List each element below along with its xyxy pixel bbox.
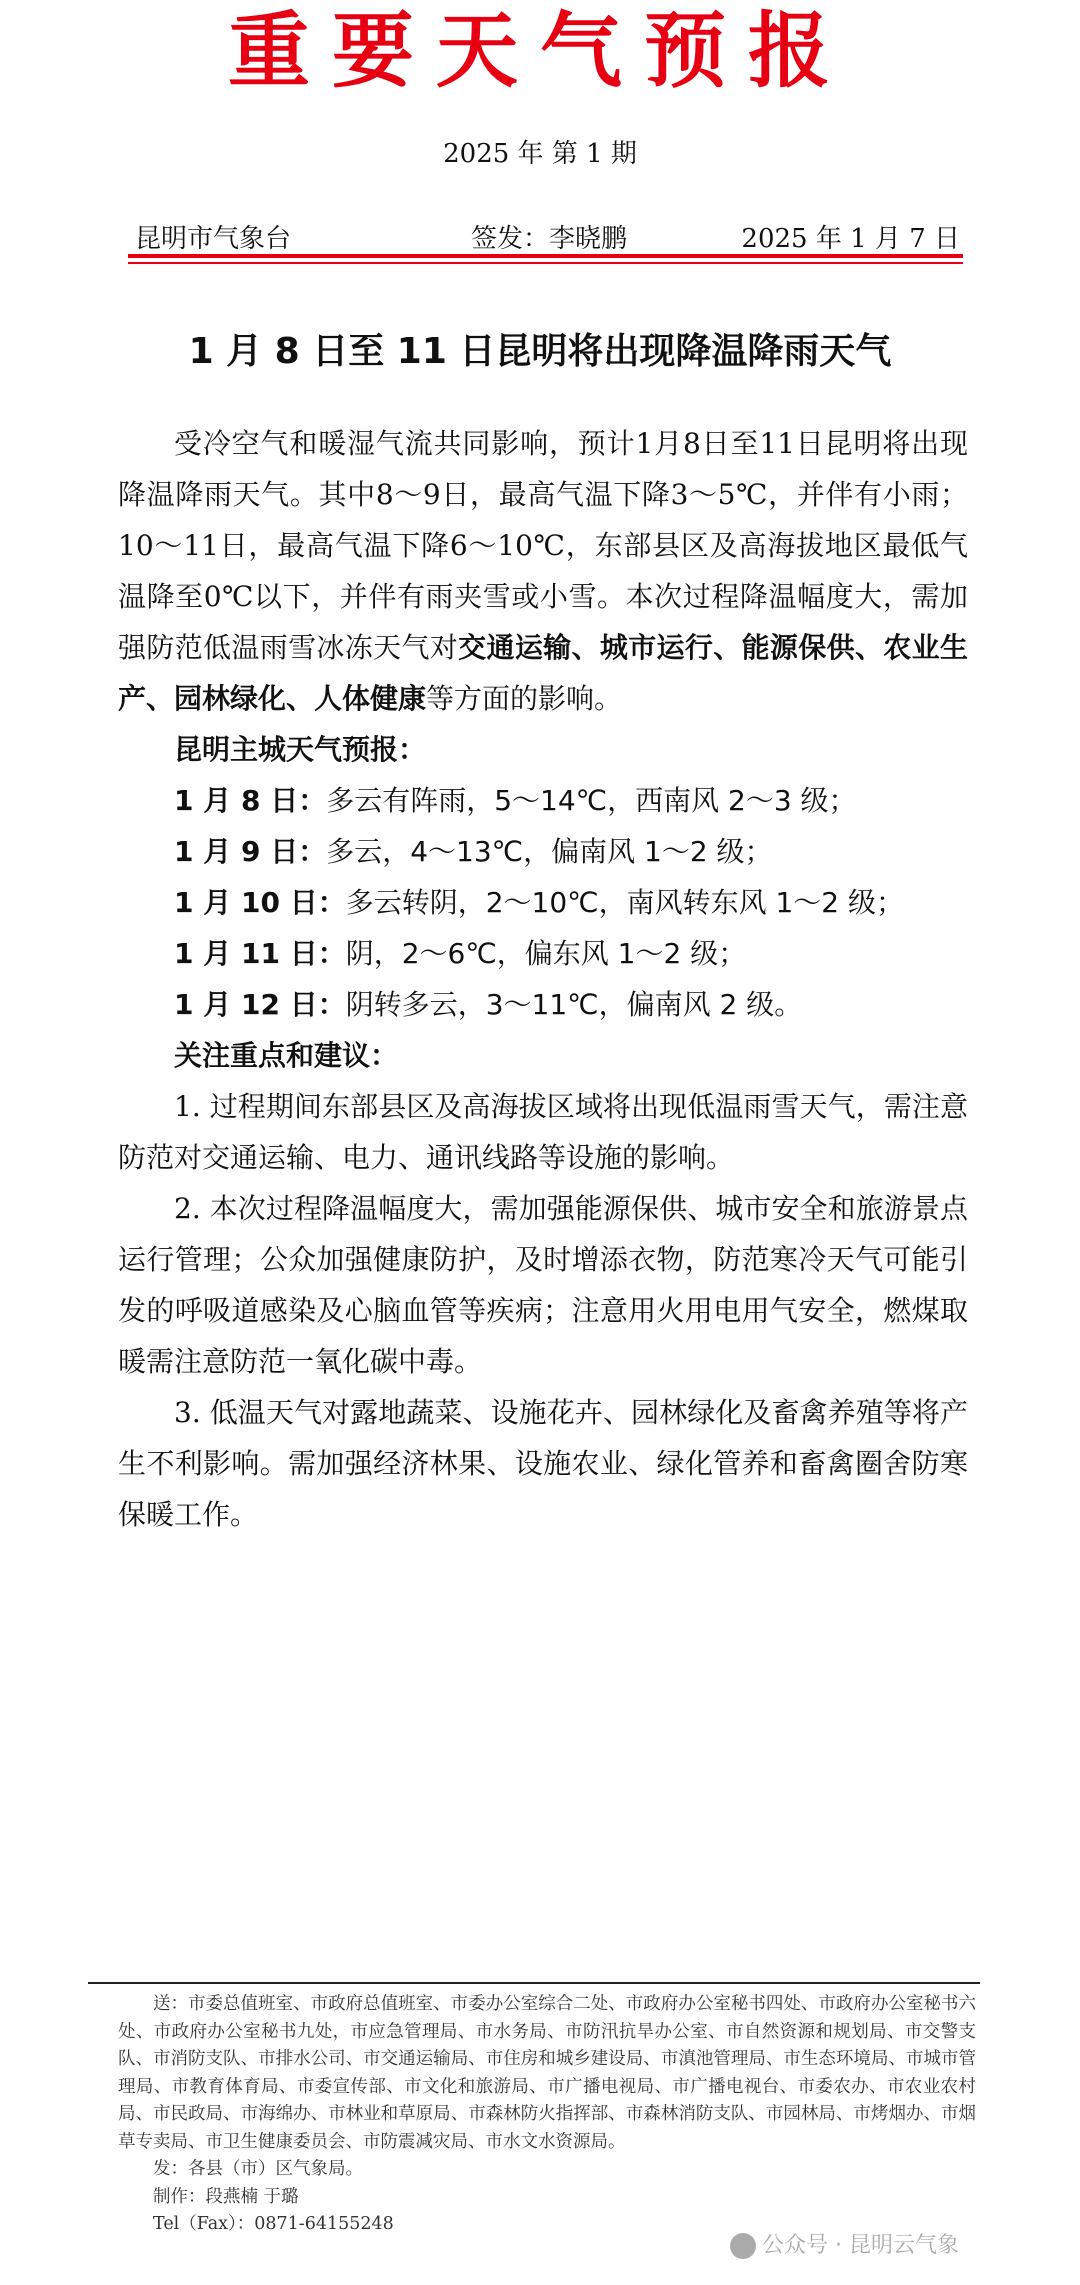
- advice-item: 2. 本次过程降温幅度大，需加强能源保供、城市安全和旅游景点运行管理；公众加强健康防护，及时增添衣物，防范寒冷天气可能引发的呼吸道感染及心脑血管等疾病；注意用火用电用气安全，燃煤取暖需注意防范一氧化碳中毒。: [118, 1192, 968, 1378]
- intro-emphasis: 交通运输、城市运行、能源保供、农业生产、园林绿化、人体健康: [118, 631, 968, 715]
- footer-rule: [88, 1982, 980, 1984]
- forecast-text: 阴，2～6℃，偏东风 1～2 级；: [345, 937, 747, 970]
- forecast-date: 1 月 8 日：: [174, 784, 327, 817]
- issuing-office: 昆明市气象台: [135, 224, 292, 254]
- red-rule-thin: [128, 262, 963, 264]
- forecast-item: [118, 877, 968, 928]
- forecast-text: 多云，4～13℃，偏南风 1～2 级；: [326, 835, 773, 868]
- distribution-footer: [118, 1991, 976, 2239]
- watermark-text: 公众号 · 昆明云气象: [762, 2233, 959, 2258]
- tel-line: Tel（Fax）：0871-64155248: [153, 2214, 394, 2234]
- wechat-icon: [730, 2233, 756, 2259]
- issue-number: 2025 年 第 1 期: [443, 139, 637, 169]
- intro-paragraph: [118, 418, 968, 724]
- send-list: 送：市委总值班室、市政府总值班室、市委办公室综合二处、市政府办公室秘书四处、市政府办公室秘书六处、市政府办公室秘书九处，市应急管理局、市水务局、市防汛抗旱办公室、市自然资源和规划局、市交警支队、市消防支队、市排水公司、市交通运输局、市住房和城乡建设局、市滇池管理局、市生态环境局、市城市管理局、市教育体育局、市委宣传部、市文化和旅游局、市广播电视局、市广播电视台、市委农办、市农业农村局、市民政局、市海绵办、市林业和草原局、市森林防火指挥部、市森林消防支队、市园林局、市烤烟办、市烟草专卖局、市卫生健康委员会、市防震减灾局、市水文水资源局。: [118, 1994, 976, 2152]
- producer-line: 制作：段燕楠 于璐: [153, 2186, 299, 2207]
- forecast-text: 多云转阴，2～10℃，南风转东风 1～2 级；: [345, 886, 905, 919]
- forecast-date: 1 月 12 日：: [174, 988, 346, 1021]
- forecast-text: 阴转多云，3～11℃，偏南风 2 级。: [345, 988, 803, 1021]
- intro-text: 受冷空气和暖湿气流共同影响，预计1月8日至11日昆明将出现降温降雨天气。其中8～9日，最高气温下降3～5℃，并伴有小雨；10～11日，最高气温下降6～10℃，东部县区及高海拔地区最低气温降至0℃以下，并伴有雨夹雪或小雪。本次过程降温幅度大，需加强防范低温雨雪冰冻天气对: [118, 427, 968, 664]
- content: [118, 418, 968, 1540]
- issue-date: 2025 年 1 月 7 日: [741, 224, 960, 254]
- forecast-date: 1 月 10 日：: [174, 886, 346, 919]
- advice-item: 1. 过程期间东部县区及高海拔区域将出现低温雨雪天气，需注意防范对交通运输、电力、通讯线路等设施的影响。: [118, 1090, 968, 1174]
- info-bar: [135, 218, 960, 254]
- forecast-title: 昆明主城天气预报：: [174, 733, 427, 766]
- account-watermark: [730, 2228, 959, 2259]
- forecast-item: [118, 826, 968, 877]
- red-rule-thick: [128, 254, 963, 258]
- advice-item: 3. 低温天气对露地蔬菜、设施花卉、园林绿化及畜禽养殖等将产生不利影响。需加强经济林果、设施农业、绿化管养和畜禽圈舍防寒保暖工作。: [118, 1396, 968, 1531]
- forecast-date: 1 月 9 日：: [174, 835, 327, 868]
- advice-title: 关注重点和建议：: [174, 1039, 399, 1072]
- dispatch-line: 发：各县（市）区气象局。: [153, 2159, 363, 2179]
- forecast-date: 1 月 11 日：: [174, 937, 346, 970]
- forecast-item: [118, 775, 968, 826]
- headline: 1 月 8 日至 11 日昆明将出现降温降雨天气: [188, 331, 892, 372]
- masthead-title: 重要天气预报: [227, 3, 852, 99]
- signatory: 签发：李晓鹏: [471, 224, 628, 254]
- forecast-text: 多云有阵雨，5～14℃，西南风 2～3 级；: [326, 784, 857, 817]
- forecast-item: [118, 928, 968, 979]
- forecast-item: [118, 979, 968, 1030]
- intro-tail: 等方面的影响。: [426, 682, 623, 715]
